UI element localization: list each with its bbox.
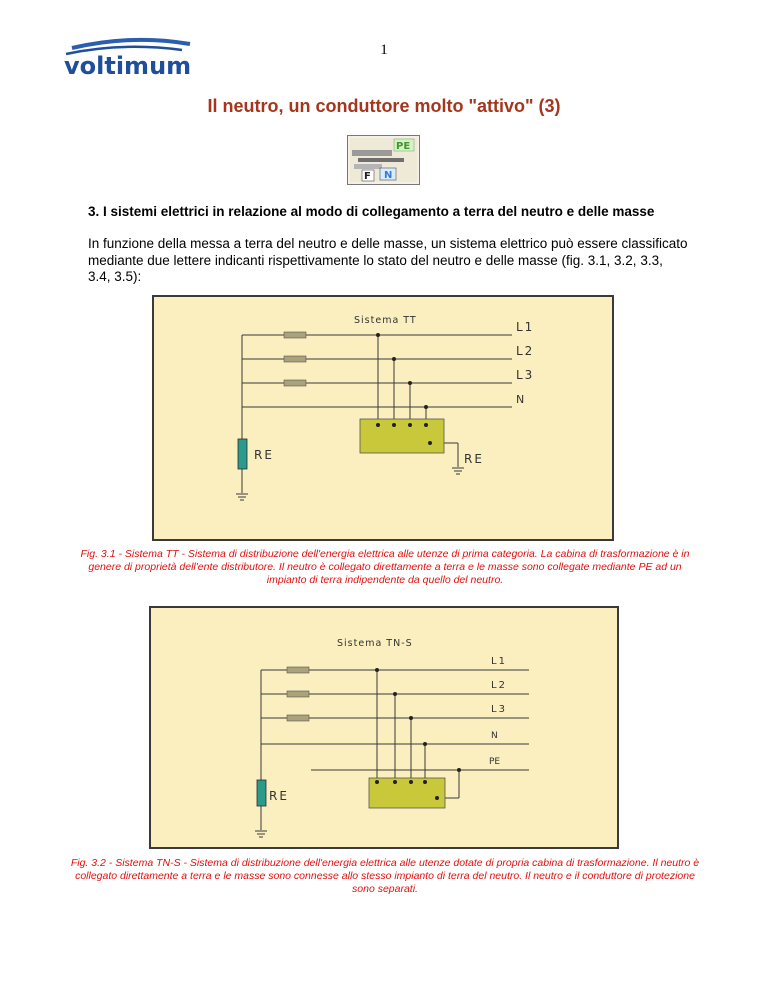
line-label-pe: PE xyxy=(489,757,501,767)
earth-label-right: RE xyxy=(464,452,484,466)
line-label-l2: L2 xyxy=(491,680,507,691)
line-label-l3: L3 xyxy=(516,368,535,382)
diagram-title: Sistema TN-S xyxy=(337,638,413,649)
tn-s-system-diagram xyxy=(149,606,619,849)
n-label: N xyxy=(384,170,393,181)
line-label-l3: L3 xyxy=(491,704,507,715)
line-label-n: N xyxy=(516,393,525,406)
earth-label-left: RE xyxy=(254,448,274,462)
page-number: 1 xyxy=(380,42,388,58)
intro-paragraph: In funzione della messa a terra del neutro e delle masse, un sistema elettrico può essere classificato mediante due lettere indicanti rispettivamente lo stato del neutro e delle masse (fig. 3.1, 3.2, 3.3, 3.4, 3.5): xyxy=(88,236,688,284)
line-label-l1: L1 xyxy=(491,656,507,667)
figure-caption-3-1: Fig. 3.1 - Sistema TT - Sistema di distribuzione dell'energia elettrica alle utenze di prima categoria. La cabina di trasformazione è in genere di proprietà dell'ente distributore. Il neutro è collegato direttamente a terra e le masse sono collegate mediante PE ad un impianto di terra indipendente da quello del neutro. xyxy=(80,548,690,586)
line-label-l2: L2 xyxy=(516,344,535,358)
figure-caption-3-2: Fig. 3.2 - Sistema TN-S - Sistema di distribuzione dell'energia elettrica alle utenze dotate di propria cabina di trasformazione. Il neutro è collegato direttamente a terra e le masse sono connesse allo stesso impianto di terra del neutro. Il neutro e il conduttore di protezione sono separati. xyxy=(70,857,700,895)
f-label: F xyxy=(364,171,371,182)
pe-label: PE xyxy=(396,141,411,152)
page-title: Il neutro, un conduttore molto "attivo" (3) xyxy=(207,96,561,116)
logo-text: voltimum xyxy=(64,52,192,80)
section-heading: 3. I sistemi elettrici in relazione al modo di collegamento a terra del neutro e delle masse xyxy=(88,204,655,219)
line-label-n: N xyxy=(491,731,498,741)
earth-label-left: RE xyxy=(269,789,289,803)
tt-system-diagram xyxy=(152,295,614,541)
pe-neutral-icon xyxy=(347,135,420,185)
line-label-l1: L1 xyxy=(516,320,535,334)
diagram-title: Sistema TT xyxy=(354,315,417,326)
